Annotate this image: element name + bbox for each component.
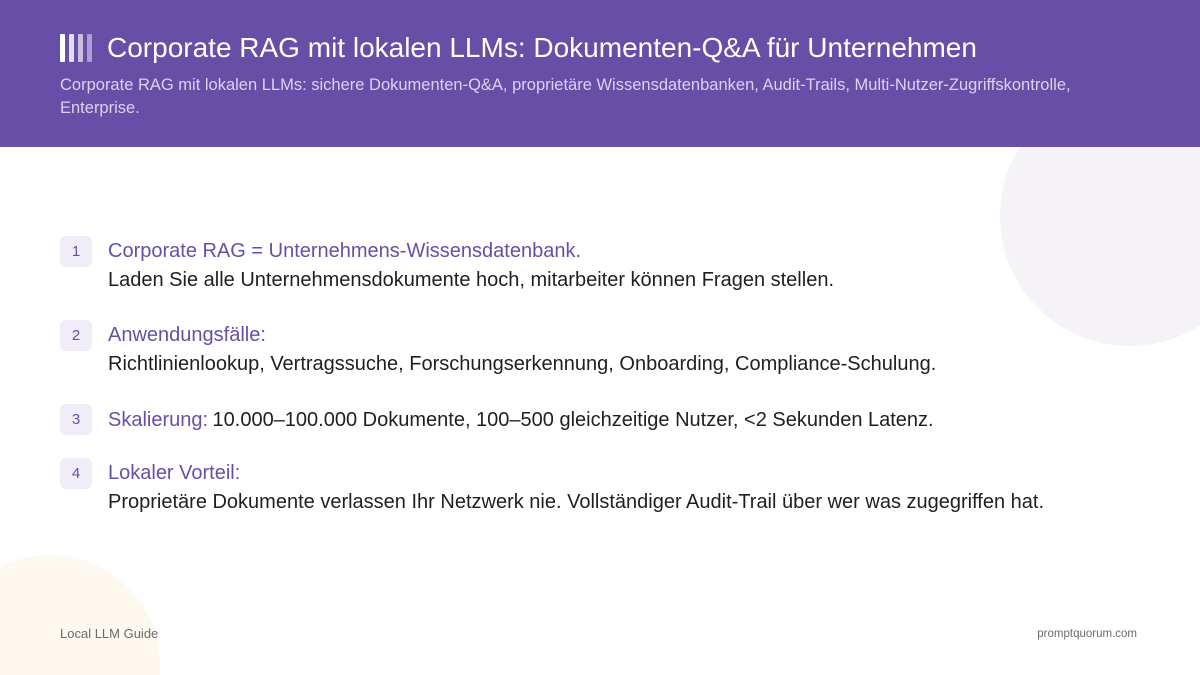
item-number-badge: 3 [60, 404, 92, 435]
item-title: Skalierung: [108, 409, 209, 431]
item-inline-row [108, 404, 1160, 436]
item-title: Anwendungsfälle: [108, 324, 266, 346]
footer-website: promptquorum.com [1037, 628, 1137, 640]
list-item [60, 404, 1160, 436]
list-item [60, 458, 1160, 518]
item-title: Lokaler Vorteil: [108, 462, 241, 484]
page-title: Corporate RAG mit lokalen LLMs: Dokumenten-Q&A für Unternehmen [107, 32, 977, 63]
item-number-badge: 1 [60, 236, 92, 267]
item-title: Corporate RAG = Unternehmens-Wissensdatenbank. [108, 240, 582, 262]
vertical-bars-logo-icon [60, 34, 94, 62]
item-body: 10.000–100.000 Dokumente, 100–500 gleichzeitige Nutzer, <2 Sekunden Latenz. [212, 409, 934, 431]
decorative-circle-left [0, 555, 160, 675]
list-item [60, 320, 1160, 380]
list-item [60, 236, 1160, 296]
item-body: Laden Sie alle Unternehmensdokumente hoch, mitarbeiter können Fragen stellen. [108, 269, 834, 291]
page-subtitle: Corporate RAG mit lokalen LLMs: sichere Dokumenten-Q&A, proprietäre Wissensdatenbanken, Audit-Trails, Multi-Nutzer-Zugriffskontrolle, Enterprise. [60, 76, 1071, 117]
item-body: Richtlinienlookup, Vertragssuche, Forschungserkennung, Onboarding, Compliance-Schulung. [108, 353, 937, 375]
item-body: Proprietäre Dokumente verlassen Ihr Netzwerk nie. Vollständiger Audit-Trail über wer was zugegriffen hat. [108, 491, 1045, 513]
item-number-badge: 4 [60, 458, 92, 489]
footer-guide-label: Local LLM Guide [60, 626, 159, 641]
item-number-badge: 2 [60, 320, 92, 351]
header-banner [0, 0, 1200, 147]
